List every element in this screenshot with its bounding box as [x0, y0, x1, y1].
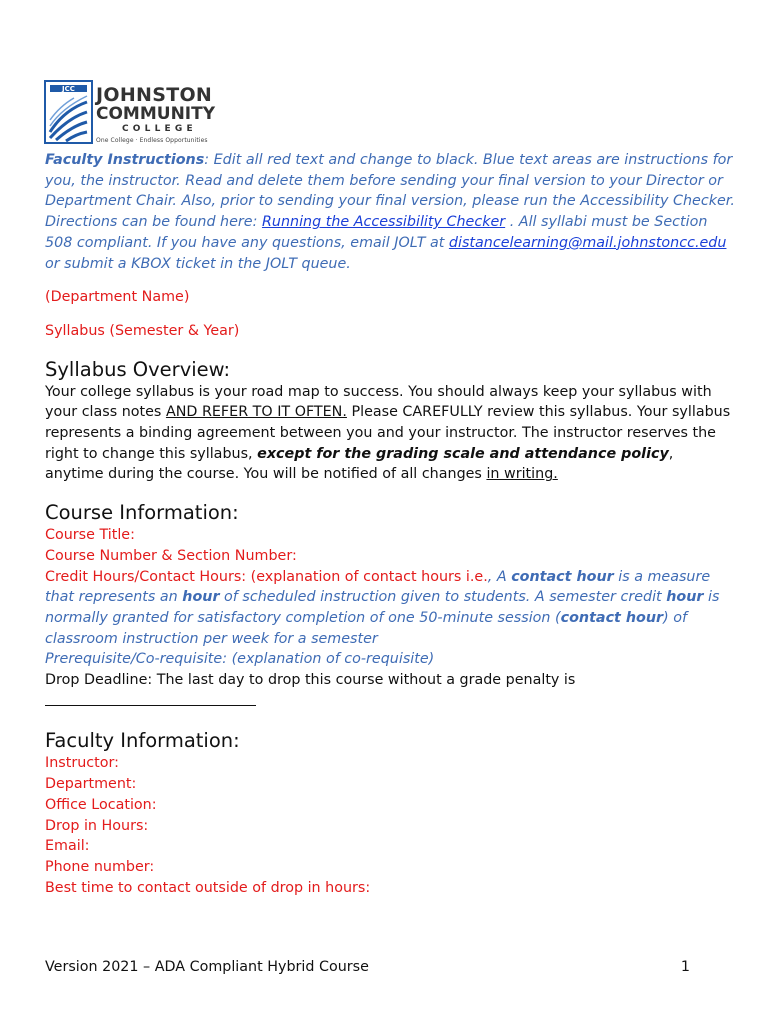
faculty-office-field: Office Location:: [45, 796, 157, 813]
logo-line-johnston: JOHNSTON: [96, 84, 213, 106]
credit-hours-field: Credit Hours/Contact Hours: (explanation of contact hours i.e., A contact hour is a measure that represents an hour of scheduled instruction given to students. A semester credit hour is normally granted for satisfactory completion of one 50-minute session (contact hour) of classroom instruction per week for a semester: [45, 568, 720, 647]
accessibility-checker-link[interactable]: Running the Accessibility Checker: [261, 214, 506, 231]
faculty-instructions: Faculty Instructions: Edit all red text and change to black. Blue text areas are instructions for you, the instructor. Read and delete them before sending your final version to your Director or Department Chair. Also, prior to sending your final version, please run the Accessibility Checker. Directions can be found here: Running the Accessibility Checker . All syllabi must be Section 508 compliant. If you have any questions, email JOLT at distancelearning@mail.johnstoncc.edu or submit a KBOX ticket in the JOLT queue.: [45, 152, 735, 272]
drop-deadline-blank: [45, 691, 256, 706]
faculty-instructor-field: Instructor:: [45, 755, 119, 772]
document-body: [45, 150, 735, 898]
faculty-contact-time-field: Best time to contact outside of drop in hours:: [45, 879, 371, 896]
course-number-field: Course Number & Section Number:: [45, 547, 297, 564]
faculty-email-field: Email:: [45, 838, 90, 855]
svg-text:JCC: JCC: [62, 85, 75, 93]
page-footer: [45, 959, 690, 975]
faculty-department-field: Department:: [45, 776, 137, 793]
instructions-label: Faculty Instructions: [45, 152, 205, 168]
faculty-phone-field: Phone number:: [45, 858, 155, 875]
course-title-field: Course Title:: [45, 527, 135, 544]
logo-line-community: COMMUNITY: [96, 104, 216, 124]
footer-version: Version 2021 – ADA Compliant Hybrid Course: [45, 959, 369, 975]
prerequisite-field: Prerequisite/Co-requisite: (explanation of co-requisite): [45, 651, 435, 668]
logo-tagline: One College · Endless Opportunities: [96, 137, 208, 144]
course-info-heading: Course Information:: [45, 501, 239, 525]
email-link[interactable]: distancelearning@mail.johnstoncc.edu: [448, 234, 727, 251]
overview-text: Your college syllabus is your road map to success. You should always keep your syllabus with your class notes AND REFER TO IT OFTEN. Please CAREFULLY review this syllabus. Your syllabus represents a binding agreement between you and your instructor. The instructor reserves the right to change this syllabus, except for the grading scale and attendance policy, anytime during the course. You will be notified of all changes in writing.: [45, 383, 731, 483]
overview-heading: Syllabus Overview:: [45, 357, 231, 381]
logo-line-college: COLLEGE: [122, 124, 197, 134]
faculty-info-heading: Faculty Information:: [45, 729, 240, 753]
logo-wordmark: [96, 86, 215, 144]
syllabus-semester: Syllabus (Semester & Year): [45, 322, 240, 339]
faculty-drop-in-hours-field: Drop in Hours:: [45, 817, 149, 834]
page-number: 1: [680, 959, 690, 975]
department-name: (Department Name): [45, 289, 190, 306]
drop-deadline: Drop Deadline: The last day to drop this course without a grade penalty is: [45, 670, 735, 712]
